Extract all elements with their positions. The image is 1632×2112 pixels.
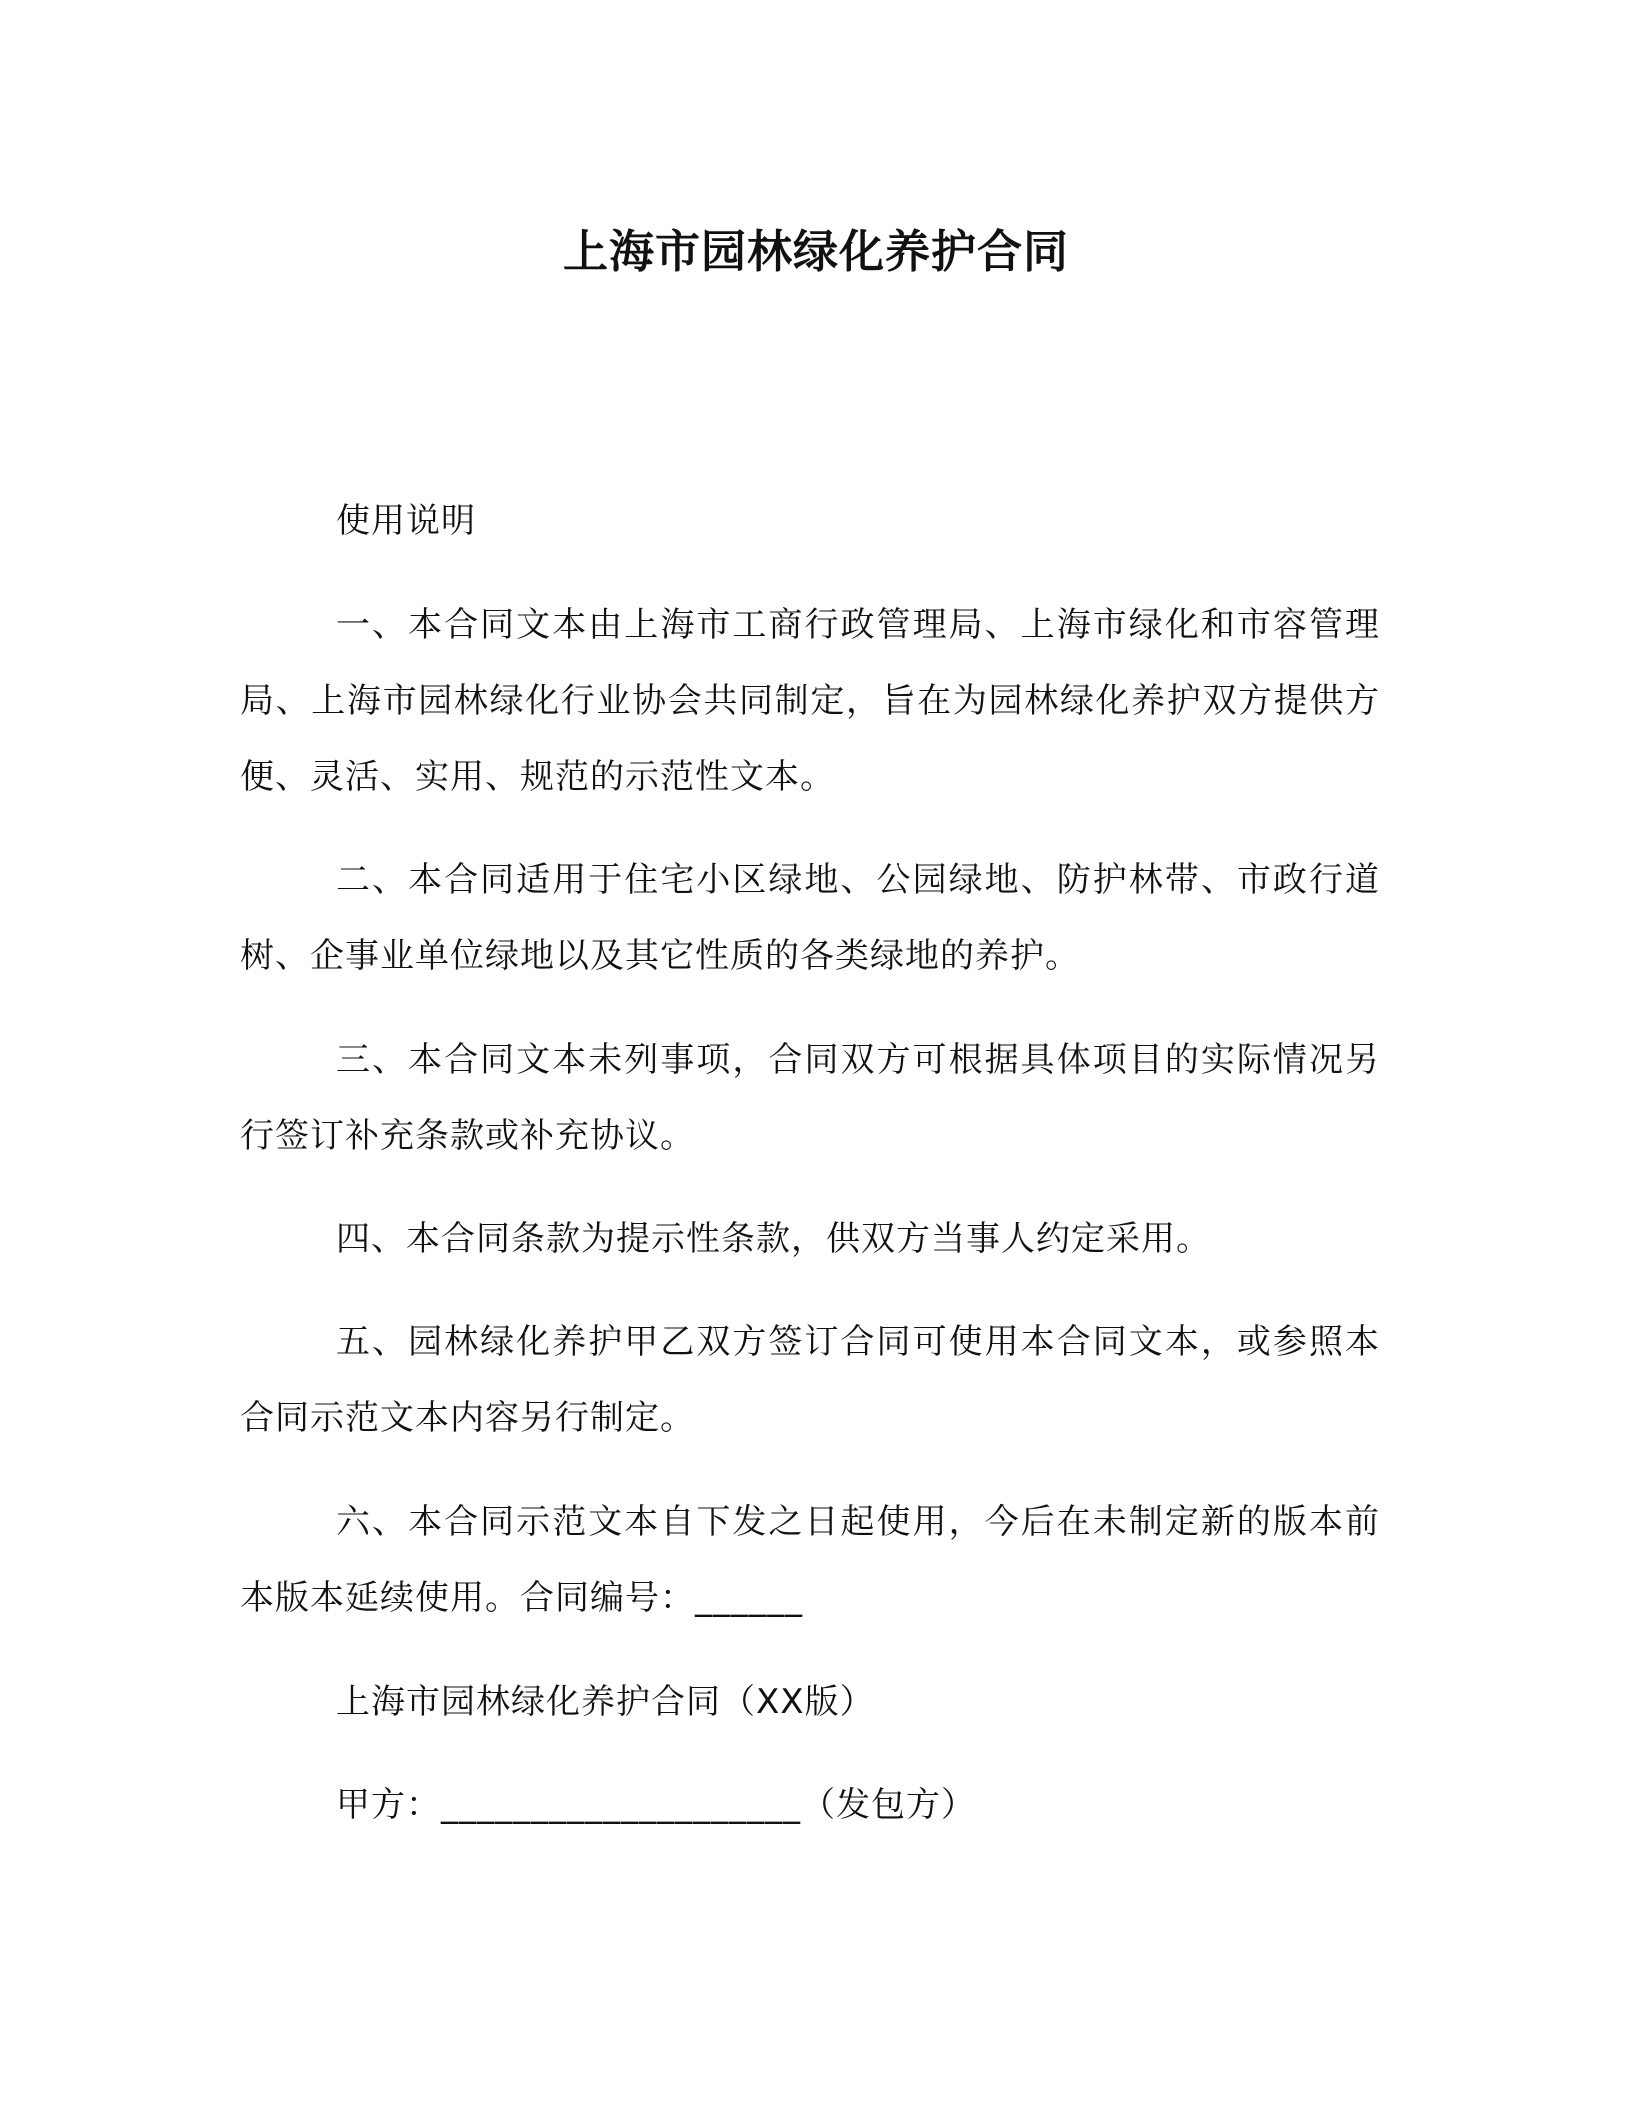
document-title: 上海市园林绿化养护合同 <box>562 225 1069 278</box>
version-line: 上海市园林绿化养护合同（XX版） <box>336 1682 875 1722</box>
clause-1: 一、本合同文本由上海市工商行政管理局、上海市绿化和市容管理局、上海市园林绿化行业协会共同制定，旨在为园林绿化养护双方提供方便、灵活、实用、规范的示范性文本。 <box>240 605 1380 797</box>
clause-5: 五、园林绿化养护甲乙双方签订合同可使用本合同文本，或参照本合同示范文本内容另行制定。 <box>240 1322 1380 1438</box>
party-a-line: 甲方：____________________（发包方） <box>336 1785 976 1825</box>
clause-6: 六、本合同示范文本自下发之日起使用，今后在未制定新的版本前本版本延续使用。合同编号：______ <box>240 1502 1380 1618</box>
clause-3: 三、本合同文本未列事项，合同双方可根据具体项目的实际情况另行签订补充条款或补充协议。 <box>240 1040 1380 1156</box>
clause-2: 二、本合同适用于住宅小区绿地、公园绿地、防护林带、市政行道树、企事业单位绿地以及其它性质的各类绿地的养护。 <box>240 860 1380 976</box>
clause-4: 四、本合同条款为提示性条款，供双方当事人约定采用。 <box>336 1219 1211 1259</box>
usage-heading: 使用说明 <box>336 501 476 541</box>
